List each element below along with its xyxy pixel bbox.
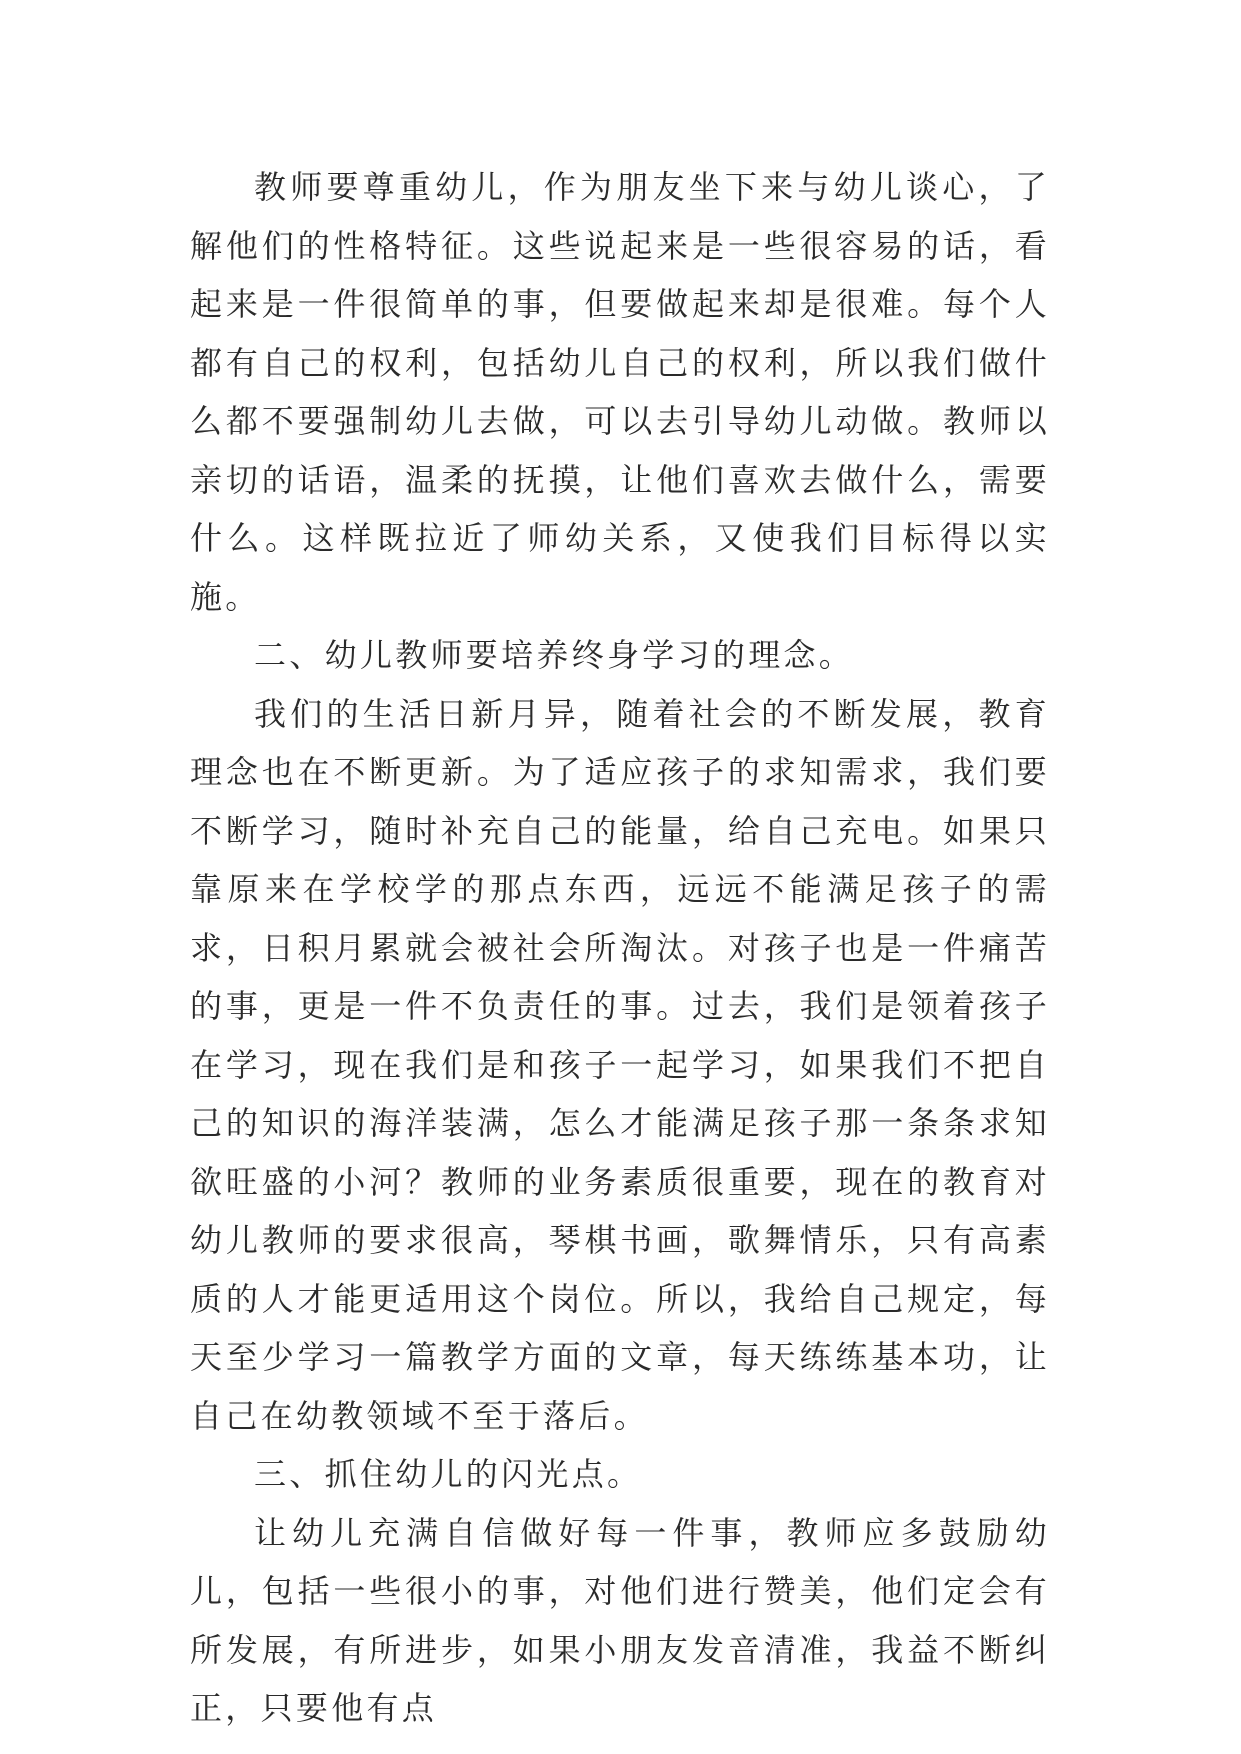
document-body [190,158,1050,1738]
paragraph-respect-children: 教师要尊重幼儿，作为朋友坐下来与幼儿谈心，了解他们的性格特征。这些说起来是一些很容易的话，看起来是一件很简单的事，但要做起来却是很难。每个人都有自己的权利，包括幼儿自己的权利，所以我们做什么都不要强制幼儿去做，可以去引导幼儿动做。教师以亲切的话语，温柔的抚摸，让他们喜欢去做什么，需要什么。这样既拉近了师幼关系，又使我们目标得以实施。 [190,168,1050,616]
section-heading-lifelong-learning: 二、幼儿教师要培养终身学习的理念。 [254,636,855,674]
paragraph-lifelong-learning: 我们的生活日新月异，随着社会的不断发展，教育理念也在不断更新。为了适应孩子的求知需求，我们要不断学习，随时补充自己的能量，给自己充电。如果只靠原来在学校学的那点东西，远远不能满足孩子的需求，日积月累就会被社会所淘汰。对孩子也是一件痛苦的事，更是一件不负责任的事。过去，我们是领着孩子在学习，现在我们是和孩子一起学习，如果我们不把自己的知识的海洋装满，怎么才能满足孩子那一条条求知欲旺盛的小河？教师的业务素质很重要，现在的教育对幼儿教师的要求很高，琴棋书画，歌舞情乐，只有高素质的人才能更适用这个岗位。所以，我给自己规定，每天至少学习一篇教学方面的文章，每天练练基本功，让自己在幼教领域不至于落后。 [190,694,1050,1435]
paragraph-encourage-children: 让幼儿充满自信做好每一件事，教师应多鼓励幼儿，包括一些很小的事，对他们进行赞美，他们定会有所发展，有所进步，如果小朋友发音清准，我益不断纠正，只要他有点 [190,1513,1050,1727]
section-heading-highlights: 三、抓住幼儿的闪光点。 [254,1455,643,1493]
